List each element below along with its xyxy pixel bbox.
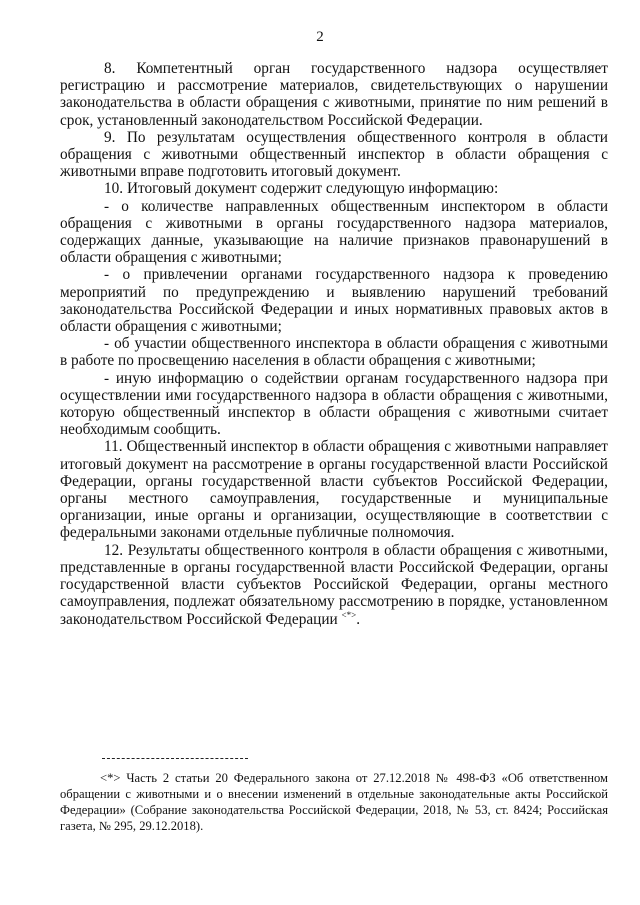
paragraph-12-end: . (356, 610, 361, 628)
list-item-education: - об участии общественного инспектора в области обращения с животными в работе по просвещению населения в области обращения с животными; (60, 335, 608, 370)
footnote-text: <*> Часть 2 статьи 20 Федерального закона от 27.12.2018 № 498-ФЗ «Об ответственном обращении с животными и о внесении изменений в отдельные законодательные акты Российской Федерации» (Собрание законодательства Российской Федерации, 2018, № 53, ст. 8424; Российская газета, № 295, 29.12.2018). (60, 771, 608, 833)
footnote-reference-mark: <*> (341, 609, 357, 620)
paragraph-11: 11. Общественный инспектор в области обращения с животными направляет итоговый документ на рассмотрение в органы государственной власти Российской Федерации, органы государственной власти субъектов Российской Федерации, органы местного самоуправления, государственные и муниципальные организации, иные органы и организации, осуществляющие в соответствии с федеральными законами отдельные публичные полномочия. (60, 438, 608, 542)
paragraph-12 (60, 542, 608, 628)
paragraph-12-text: 12. Результаты общественного контроля в области обращения с животными, представленные в органы государственной власти Российской Федерации, органы государственной власти субъектов Российской Федерации, органы местного самоуправления, подлежат обязательному рассмотрению в порядке, установленном законодательством Российской Федерации (60, 541, 608, 628)
list-item-materials: - о количестве направленных общественным инспектором в области обращения с животными в органы государственного надзора материалов, содержащих данные, указывающие на наличие признаков правонарушений в области обращения с животными; (60, 197, 608, 267)
paragraph-9: 9. По результатам осуществления общественного контроля в области обращения с животными общественный инспектор в области обращения с животными вправе подготовить итоговый документ. (60, 128, 608, 181)
paragraph-8: 8. Компетентный орган государственного надзора осуществляет регистрацию и рассмотрение материалов, свидетельствующих о нарушении законодательства в области обращения с животными, принятие по ним решений в срок, установленный законодательством Российской Федерации. (60, 60, 608, 129)
document-body (60, 60, 608, 628)
page-number: 2 (316, 29, 324, 45)
list-item-involvement: - о привлечении органами государственного надзора к проведению мероприятий по предупреждению и выявлению нарушений требований законодательства Российской Федерации и иных нормативных правовых актов в области обращения с животными; (60, 266, 608, 336)
paragraph-10: 10. Итоговый документ содержит следующую информацию: (104, 180, 499, 198)
footnote-separator (102, 758, 248, 759)
list-item-other-info: - иную информацию о содействии органам государственного надзора при осуществлении ими государственного надзора в области обращения с животными, которую общественный инспектор в области обращения с животными считает необходимым сообщить. (60, 369, 608, 439)
